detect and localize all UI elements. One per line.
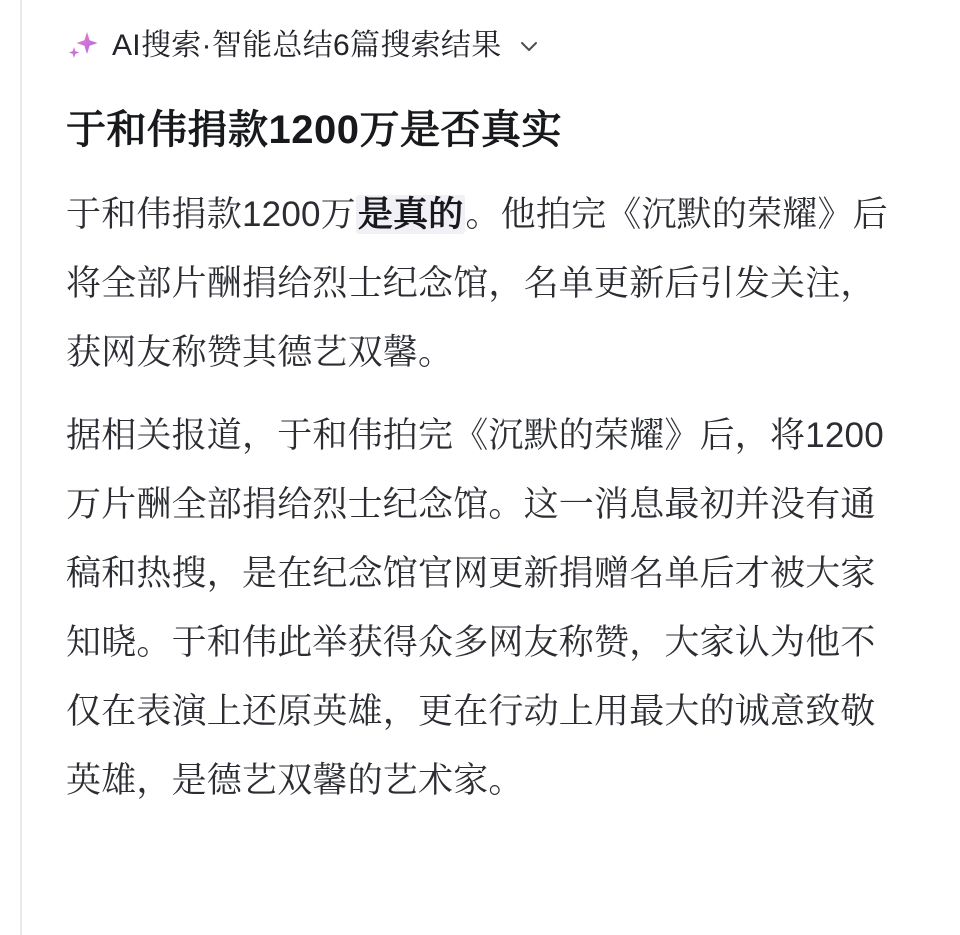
paragraph-segment: 据相关报道，于和伟拍完《沉默的荣耀》后，将1200万片酬全部捐给烈士纪念馆。这一消息最初并没有通稿和热搜，是在纪念馆官网更新捐赠名单后才被大家知晓。于和伟此举获得众多网友称赞，大家认为他不仅在表演上还原英雄，更在行动上用最大的诚意致敬英雄，是德艺双馨的艺术家。 (66, 416, 884, 800)
paragraph-segment: 于和伟捐款1200万 (66, 195, 356, 234)
summary-paragraph-1 (66, 180, 896, 387)
chevron-down-icon[interactable] (518, 35, 540, 57)
sparkle-icon (66, 29, 100, 63)
paragraph-segment: 。他拍完《沉默的荣耀》后将全部片酬捐给烈士纪念馆，名单更新后引发关注，获网友称赞其德艺双馨。 (66, 195, 888, 372)
ai-summary-title: AI搜索·智能总结6篇搜索结果 (112, 29, 502, 62)
content-bottom-spacer (66, 829, 896, 869)
summary-paragraph-2 (66, 401, 896, 815)
left-edge-rule (20, 0, 22, 935)
page-title: 于和伟捐款1200万是否真实 (66, 108, 562, 152)
highlighted-answer: 是真的 (357, 195, 464, 234)
ai-summary-header[interactable] (66, 0, 896, 92)
content-column (66, 0, 896, 869)
